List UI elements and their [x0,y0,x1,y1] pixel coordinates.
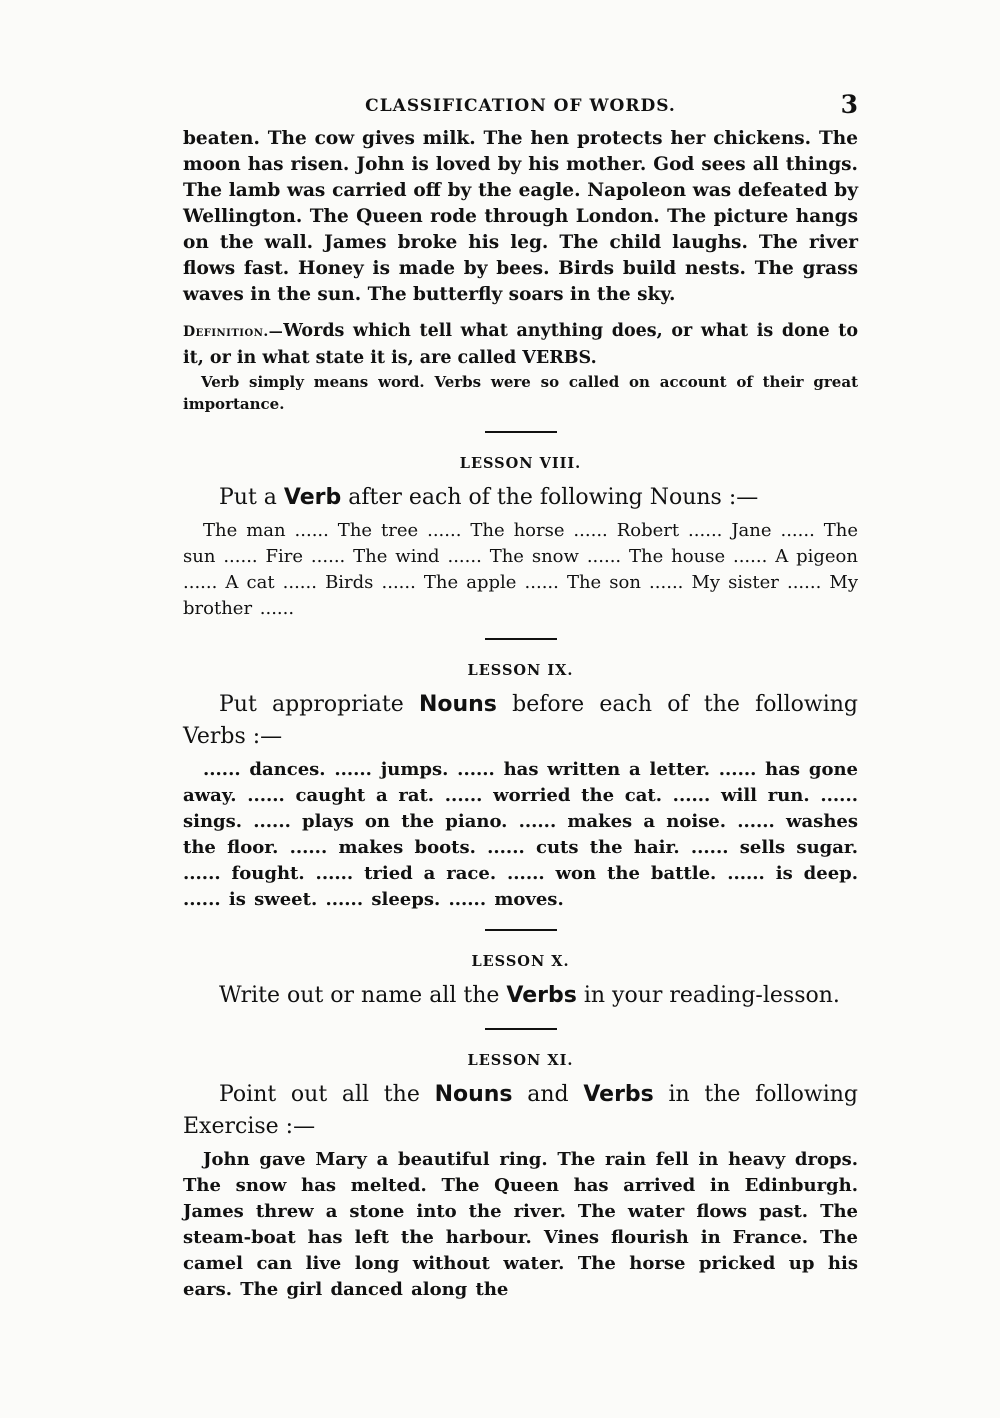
lesson-11-instr-mid: and [512,1082,584,1107]
lesson-10-instr-pre: Write out or name all the [219,983,507,1008]
lesson-8-keyword: Verb [283,485,342,510]
page-number: 3 [840,90,858,119]
definition-paragraph [183,318,858,371]
lesson-11-instr-pre: Point out all the [219,1082,435,1107]
lesson-10-keyword: Verbs [506,983,577,1008]
definition-label: Definition.— [183,324,284,340]
lesson-11-exercise: John gave Mary a beautiful ring. The rain fell in heavy drops. The snow has melted. The Queen has arrived in Edinburgh. James threw a stone into the river. The water flows past. The steam-boat has left the harbour. Vines flourish in France. The camel can live long without water. The horse pricked up his ears. The girl danced along the [183,1149,858,1300]
definition-text: Words which tell what anything does, or what is done to it, or in what state it is, are called VERBS. [183,321,858,368]
lesson-11-keyword-nouns: Nouns [434,1082,513,1107]
lesson-8-instruction [183,482,858,514]
lesson-9-heading: LESSON IX. [467,662,574,679]
lesson-8-instr-post: after each of the following Nouns :— [341,485,759,510]
lesson-8-exercise: The man ...... The tree ...... The horse ...... Robert ...... Jane ...... The sun ...... Fire ...... The wind ...... The snow ...... The house ...... A pigeon ...... A cat ...... Birds ...... The apple ...... The son ...... My sister ...... My brother ...... [183,520,858,619]
lesson-11-instruction [183,1079,858,1143]
lesson-10-heading: LESSON X. [471,953,570,970]
lesson-10-instruction [183,980,858,1012]
section-divider [485,431,557,433]
section-divider [485,638,557,640]
section-divider [485,929,557,931]
lesson-11-heading: LESSON XI. [467,1052,574,1069]
lesson-9-instruction [183,689,858,753]
section-divider [485,1028,557,1030]
lesson-10-instr-post: in your reading-lesson. [576,983,840,1008]
intro-paragraph: beaten. The cow gives milk. The hen protects her chickens. The moon has risen. John is loved by his mother. God sees all things. The lamb was carried off by the eagle. Napoleon was defeated by Wellington. The Queen rode through London. The picture hangs on the wall. James broke his leg. The child laughs. The river flows fast. Honey is made by bees. Birds build nests. The grass waves in the sun. The butterfly soars in the sky. [183,128,858,305]
lesson-11-instr-post: in the following Exercise :— [183,1082,858,1139]
lesson-9-keyword: Nouns [418,692,497,717]
lesson-8-heading: LESSON VIII. [459,455,582,472]
running-head [183,90,858,126]
lesson-9-exercise: ...... dances. ...... jumps. ...... has written a letter. ...... has gone away. ...... caught a rat. ...... worried the cat. ...... will run. ...... sings. ...... plays on the piano. ...... makes a noise. ...... washes the floor. ...... makes boots. ...... cuts the hair. ...... sells sugar. ...... fought. ...... tried a race. ...... won the battle. ...... is deep. ...... is sweet. ...... sleeps. ...... moves. [183,759,858,910]
lesson-9-instr-pre: Put appropriate [219,692,419,717]
lesson-9-instr-post: before each of the following Verbs :— [183,692,858,749]
note-paragraph: Verb simply means word. Verbs were so called on account of their great importance. [183,373,858,413]
lesson-8-instr-pre: Put a [219,485,284,510]
book-page [183,90,858,1303]
running-title: CLASSIFICATION OF WORDS. [365,96,676,116]
lesson-11-keyword-verbs: Verbs [583,1082,654,1107]
